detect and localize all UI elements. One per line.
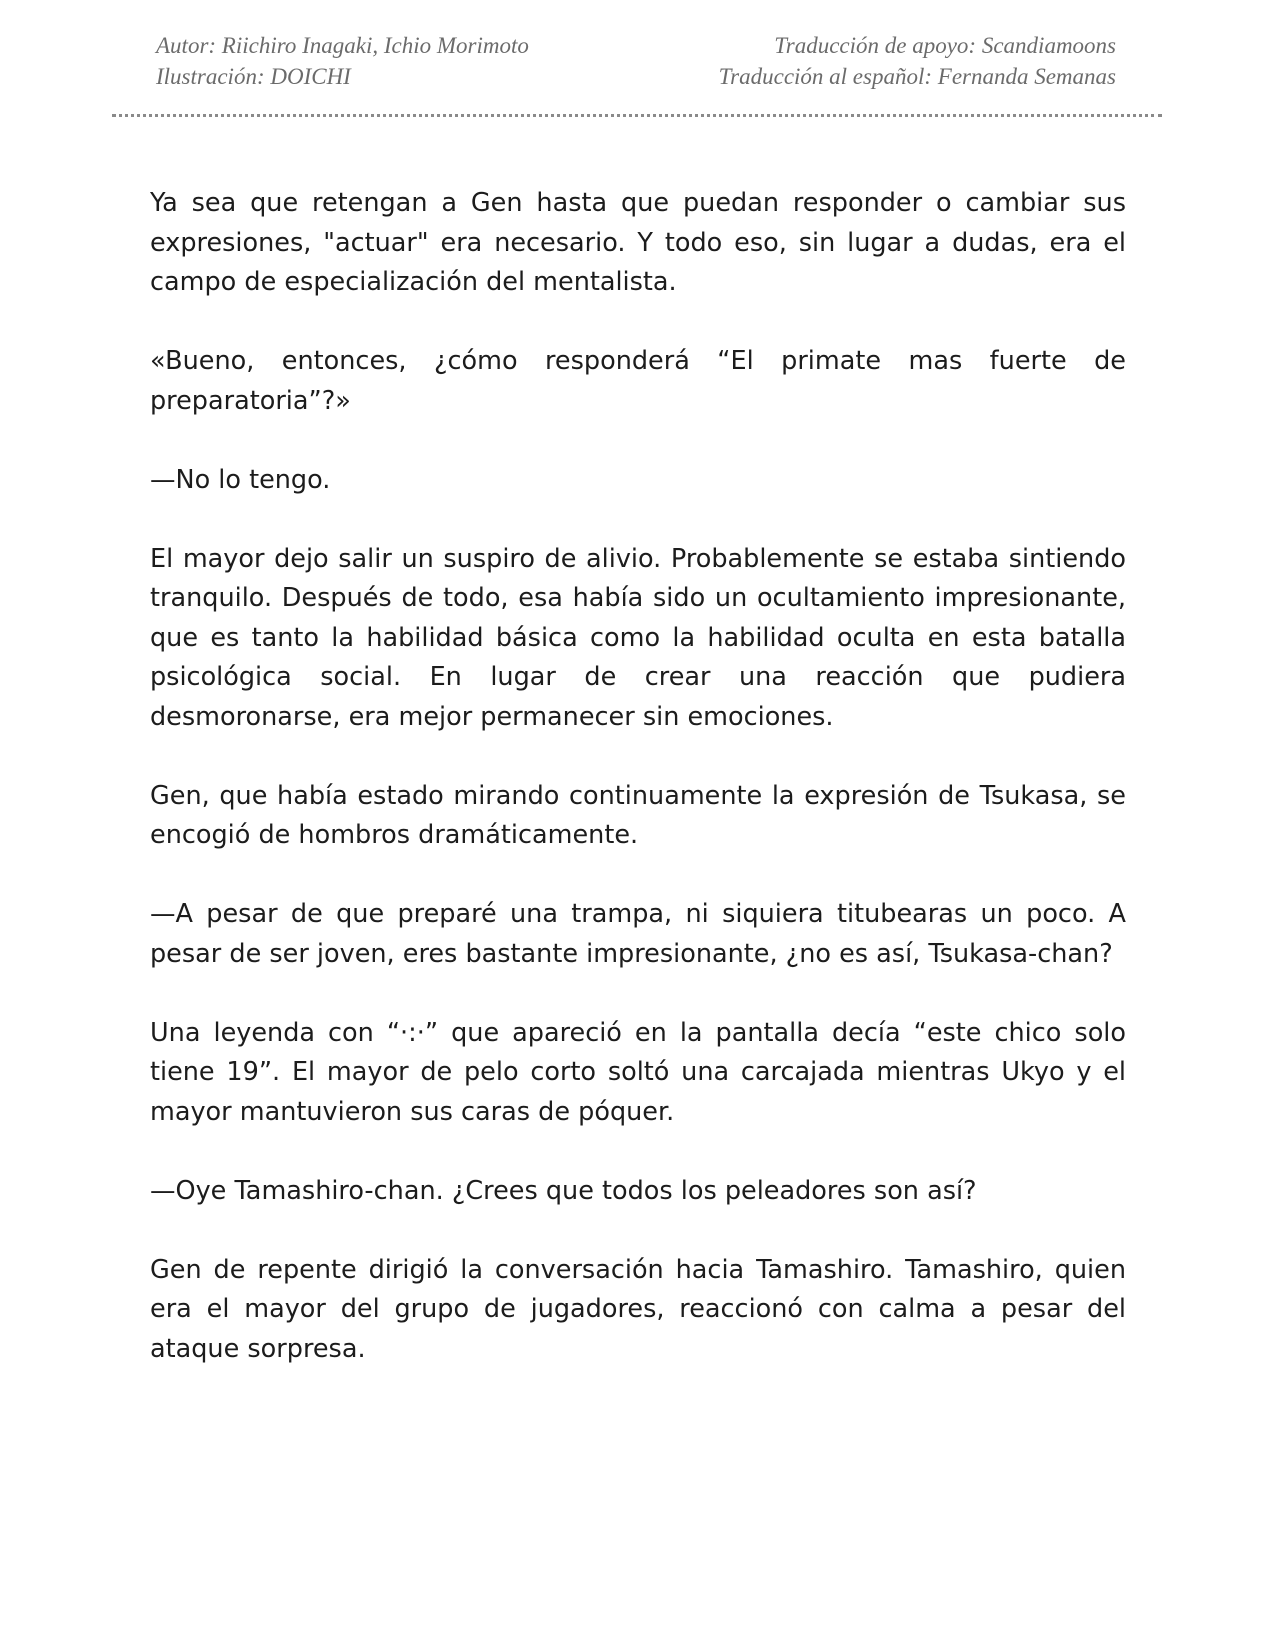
- spanish-translation-credit: Traducción al español: Fernanda Semanas: [718, 64, 1116, 89]
- paragraph: El mayor dejo salir un suspiro de alivio. Probablemente se estaba sintiendo tranquilo. Después de todo, esa había sido un ocultamiento impresionante, que es tanto la habilidad básica como la habilidad oculta en esta batalla psicológica social. En lugar de crear una reacción que pudiera desmoronarse, era mejor permanecer sin emociones.: [150, 543, 1126, 732]
- header-credits-left: [156, 30, 529, 92]
- header-credits-right: [719, 30, 1116, 92]
- paragraph: Gen de repente dirigió la conversación hacia Tamashiro. Tamashiro, quien era el mayor del grupo de jugadores, reaccionó con calma a pesar del ataque sorpresa.: [150, 1254, 1126, 1364]
- paragraph: Una leyenda con “·:·” que apareció en la pantalla decía “este chico solo tiene 19”. El mayor de pelo corto soltó una carcajada mientras Ukyo y el mayor mantuvieron sus caras de póquer.: [150, 1017, 1126, 1127]
- paragraph: Gen, que había estado mirando continuamente la expresión de Tsukasa, se encogió de hombros dramáticamente.: [150, 780, 1126, 850]
- paragraph: —No lo tengo.: [150, 464, 331, 495]
- author-credit: Autor: Riichiro Inagaki, Ichio Morimoto: [156, 33, 529, 58]
- paragraph: «Bueno, entonces, ¿cómo responderá “El primate mas fuerte de preparatoria”?»: [150, 346, 1126, 416]
- paragraph: Ya sea que retengan a Gen hasta que puedan responder o cambiar sus expresiones, "actuar" era necesario. Y todo eso, sin lugar a dudas, era el campo de especialización del mentalista.: [150, 188, 1126, 297]
- paragraph: —Oye Tamashiro-chan. ¿Crees que todos los peleadores son así?: [150, 1175, 977, 1206]
- body-text: [150, 184, 1126, 1409]
- illustration-credit: Ilustración: DOICHI: [156, 64, 351, 89]
- support-translation-credit: Traducción de apoyo: Scandiamoons: [774, 33, 1116, 58]
- header-divider: [112, 114, 1162, 117]
- paragraph: —A pesar de que preparé una trampa, ni siquiera titubearas un poco. A pesar de ser joven, eres bastante impresionante, ¿no es así, Tsukasa-chan?: [150, 899, 1126, 969]
